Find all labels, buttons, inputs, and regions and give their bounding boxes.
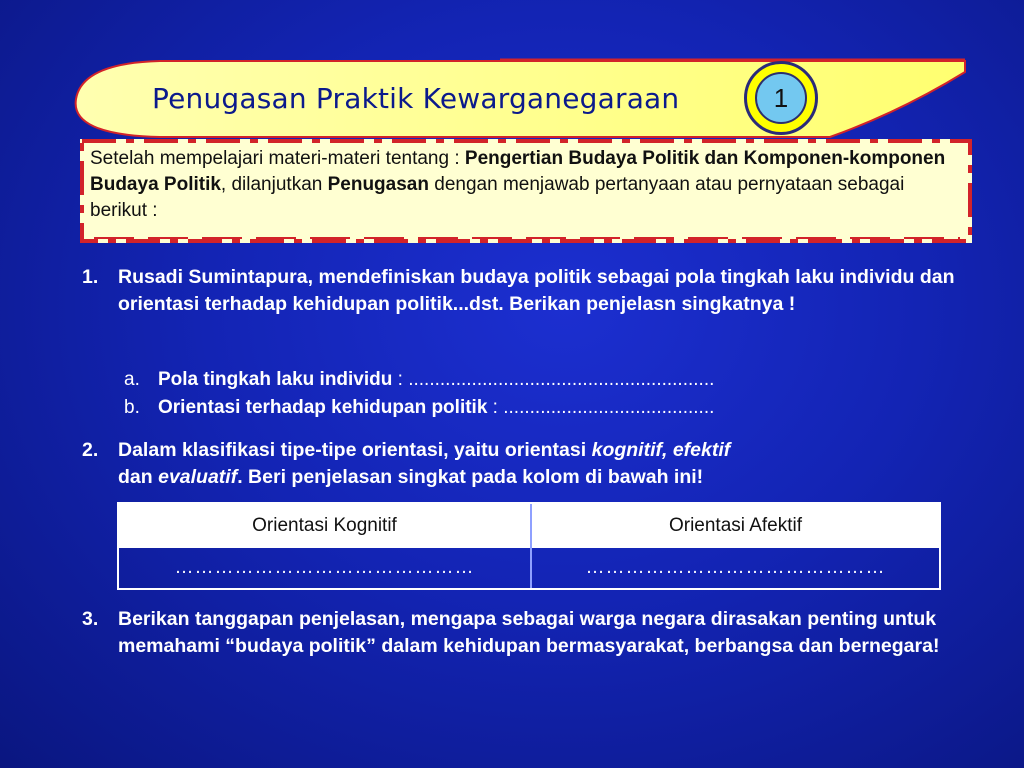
intro-bold-2: Penugasan xyxy=(327,174,429,195)
page-title: Penugasan Praktik Kewarganegaraan xyxy=(152,82,680,115)
intro-text-3: dengan menjawab pertanyaan atau pernyataan sebagai berikut : xyxy=(90,174,905,221)
question-2-text xyxy=(118,437,972,491)
subitem-b-label: Orientasi terhadap kehidupan politik xyxy=(158,397,488,418)
table-cell-kognitif: ……………………………………… xyxy=(174,557,475,578)
subitem-a xyxy=(124,368,714,392)
table-cell-afektif: ……………………………………… xyxy=(585,557,886,578)
question-1-number: 1. xyxy=(82,266,99,288)
subitem-a-letter: a. xyxy=(124,369,140,390)
subitem-a-label: Pola tingkah laku individu xyxy=(158,369,393,390)
subitem-b xyxy=(124,396,714,420)
subitem-a-dots: : .......................................................... xyxy=(392,369,715,390)
question-2-italic-1: kognitif, efektif xyxy=(591,439,731,461)
subitem-b-dots: : ........................................ xyxy=(487,397,715,418)
subitem-b-letter: b. xyxy=(124,397,140,418)
question-3-number: 3. xyxy=(82,608,99,630)
question-1-text: Rusadi Sumintapura, mendefiniskan budaya politik sebagai pola tingkah laku individu dan orientasi terhadap kehidupan politik...dst. Berikan penjelasn singkatnya ! xyxy=(118,266,955,315)
question-3-text: Berikan tanggapan penjelasan, mengapa sebagai warga negara dirasakan penting untuk memahami “budaya politik” dalam kehidupan bermasyarakat, berbangsa dan bernegara! xyxy=(118,608,940,657)
badge-number: 1 xyxy=(755,72,807,124)
question-2-text-2: dan xyxy=(118,466,159,488)
intro-text-2: , dilanjutkan xyxy=(220,174,328,195)
intro-box xyxy=(80,139,972,243)
table-divider xyxy=(530,504,532,588)
question-1 xyxy=(82,264,972,348)
question-2-italic-2: evaluatif xyxy=(158,466,238,488)
intro-bold-1: Pengertian Budaya Politik dan Komponen-komponen Budaya Politik xyxy=(90,148,946,195)
question-2-text-1: Dalam klasifikasi tipe-tipe orientasi, yaitu orientasi xyxy=(118,439,592,461)
question-2 xyxy=(82,437,972,493)
table-header-kognitif: Orientasi Kognitif xyxy=(119,504,530,548)
table-header-afektif: Orientasi Afektif xyxy=(532,504,939,548)
question-2-text-3: . Beri penjelasan singkat pada kolom di bawah ini! xyxy=(237,466,704,488)
slide-number-badge xyxy=(744,61,818,135)
question-3 xyxy=(82,606,982,690)
question-2-number: 2. xyxy=(82,439,99,461)
orientation-table xyxy=(117,502,941,590)
intro-text-1: Setelah mempelajari materi-materi tentang : xyxy=(90,148,465,169)
